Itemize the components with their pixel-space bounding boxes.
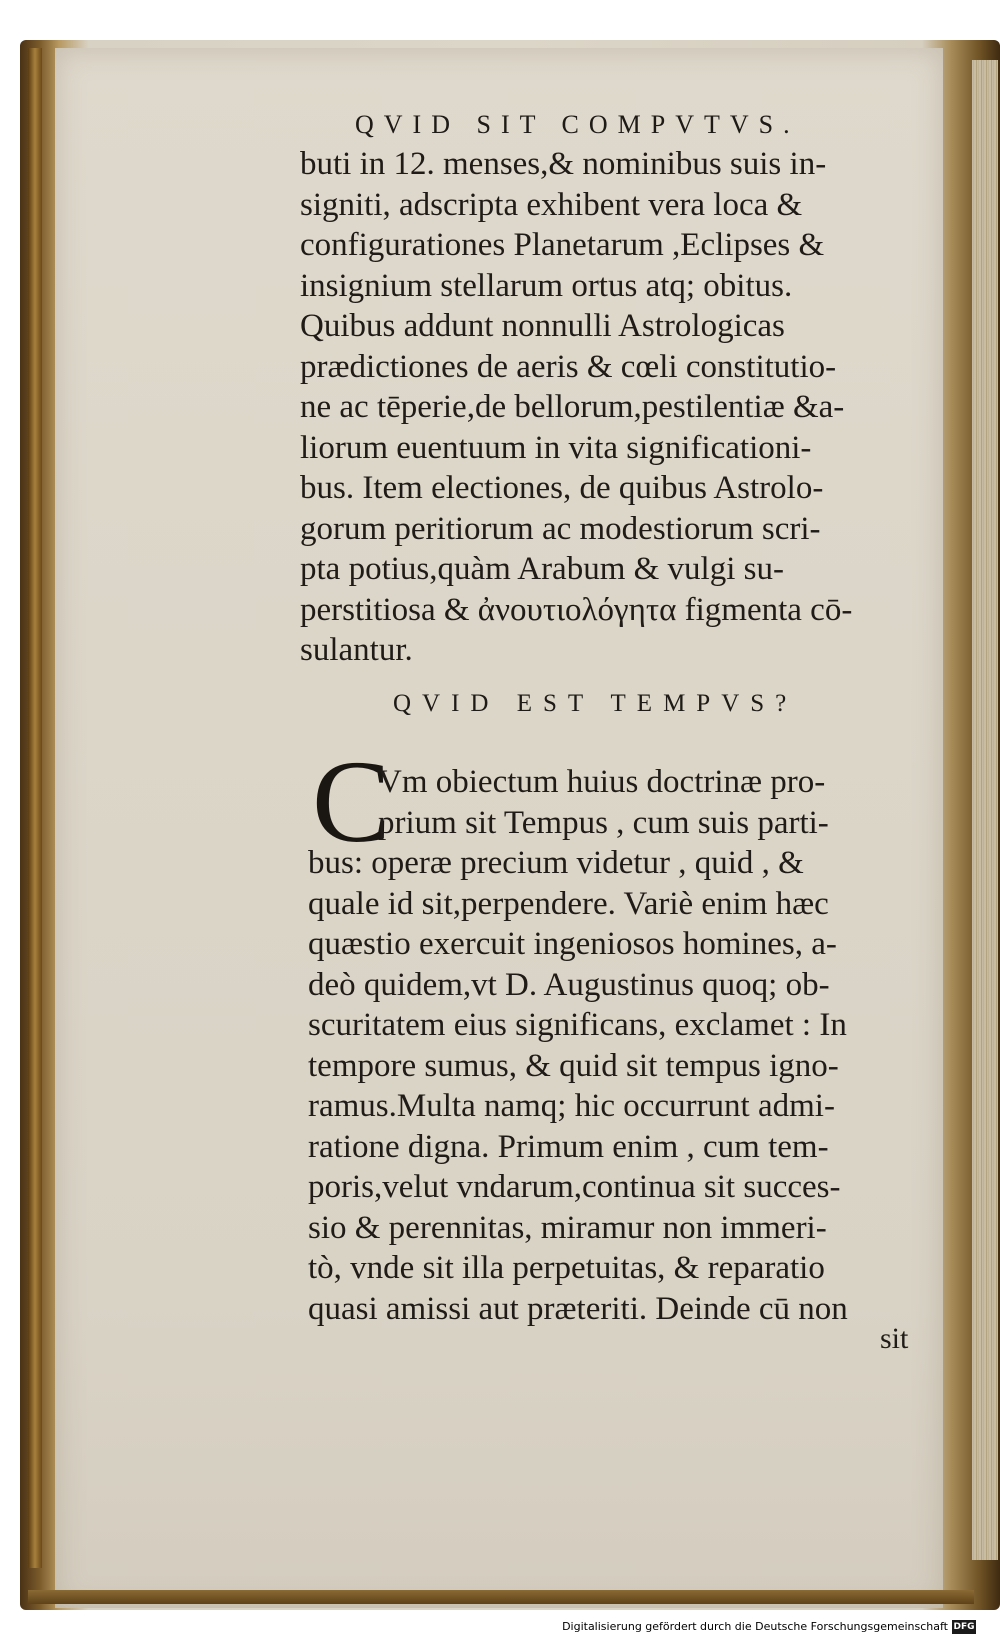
- paragraph-1: [300, 144, 920, 671]
- footer: [0, 1612, 1000, 1643]
- text-line: Vm obiectum huius doctrinæ pro-: [378, 764, 826, 800]
- text-line: ramus.Multa namq; hic occurrunt admi-: [308, 1088, 835, 1124]
- drop-cap: C: [312, 736, 391, 867]
- text-line: bus. Item electiones, de quibus Astrolo-: [300, 470, 824, 506]
- page-edge-right: [972, 60, 998, 1560]
- text-line: tò, vnde sit illa perpetuitas, & reparatio: [308, 1250, 825, 1286]
- text-line: quasi amissi aut præteriti. Deinde cū non: [308, 1290, 848, 1327]
- running-head: QVID SIT COMPVTVS.: [355, 110, 800, 139]
- page-edge-left: [28, 48, 42, 1568]
- catchword: sit: [880, 1322, 909, 1355]
- dfg-logo-icon: DFG: [953, 1622, 975, 1632]
- page-bottom-edge: [28, 1590, 974, 1604]
- text-line: signiti, adscripta exhibent vera loca &: [300, 186, 803, 223]
- text-line: deò quidem,vt D. Augustinus quoq; ob-: [308, 966, 830, 1003]
- text-line: prædictiones de aeris & cœli constitutio-: [300, 348, 837, 385]
- footer-credit: Digitalisierung gefördert durch die Deutsche Forschungsgemeinschaft: [562, 1620, 948, 1633]
- text-line: ratione digna. Primum enim , cum tem-: [308, 1128, 829, 1165]
- text-line: configurationes Planetarum ,Eclipses &: [300, 227, 825, 263]
- text-line: buti in 12. menses,& nominibus suis in-: [300, 146, 827, 182]
- text-line: quale id sit,perpendere. Variè enim hæc: [308, 885, 829, 922]
- paragraph-2: [308, 762, 918, 1329]
- section-heading: QVID EST TEMPVS?: [393, 690, 798, 717]
- text-line: gorum peritiorum ac modestiorum scri-: [300, 510, 821, 547]
- text-line: bus: operæ precium videtur , quid , &: [308, 845, 804, 881]
- text-line: pta potius,quàm Arabum & vulgi su-: [300, 551, 784, 587]
- text-line: quæstio exercuit ingeniosos homines, a-: [308, 926, 837, 962]
- text-line: Quibus addunt nonnulli Astrologicas: [300, 308, 785, 344]
- text-line: sio & perennitas, miramur non immeri-: [308, 1209, 827, 1246]
- text-line: tempore sumus, & quid sit tempus igno-: [308, 1047, 839, 1084]
- text-line: prium sit Tempus , cum suis parti-: [378, 804, 829, 841]
- text-line: liorum euentuum in vita significationi-: [300, 429, 812, 466]
- text-line: perstitiosa & ἀνουτιολόγητα figmenta cō-: [300, 591, 853, 628]
- text-line: insignium stellarum ortus atq; obitus.: [300, 267, 793, 304]
- text-line: ne ac tēperie,de bellorum,pestilentiæ &a-: [300, 389, 845, 425]
- text-line: sulantur.: [300, 632, 413, 668]
- text-line: poris,velut vndarum,continua sit succes-: [308, 1169, 841, 1205]
- text-line: scuritatem eius significans, exclamet : In: [308, 1007, 847, 1043]
